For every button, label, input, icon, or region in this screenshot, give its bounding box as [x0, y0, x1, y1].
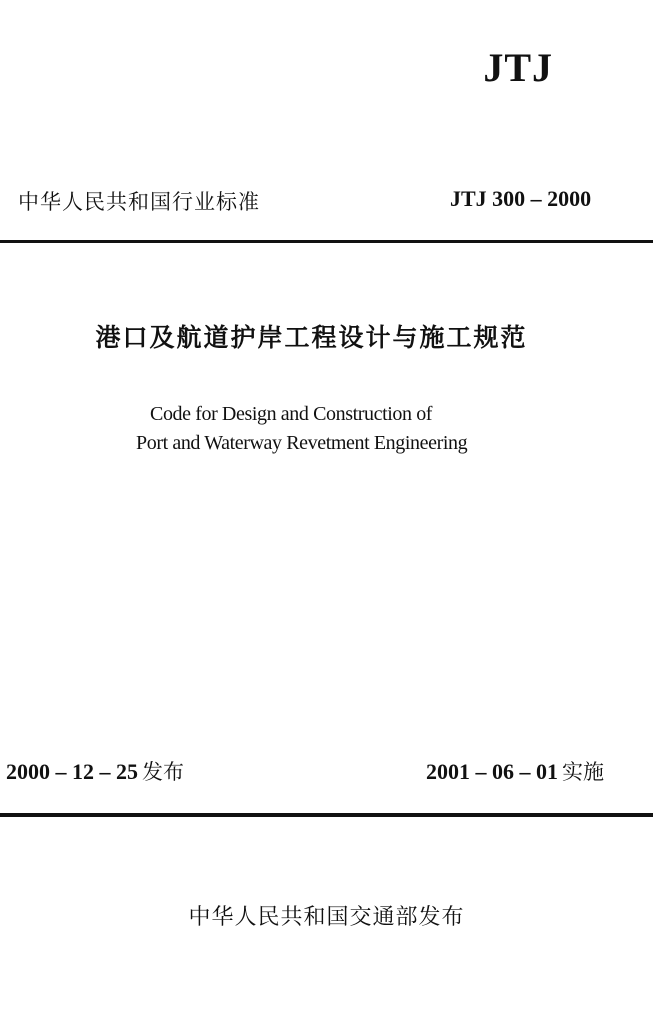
issue-date: 2000 – 12 – 25 [6, 759, 138, 784]
title-chinese: 港口及航道护岸工程设计与施工规范 [95, 323, 528, 352]
top-divider [0, 240, 653, 243]
implementation-date-block [426, 756, 604, 786]
publisher: 中华人民共和国交通部发布 [188, 905, 465, 930]
title-english-line-1: Code for Design and Construction of [150, 403, 433, 425]
implementation-date: 2001 – 06 – 01 [426, 759, 558, 784]
issue-label: 发布 [142, 760, 184, 784]
industry-standard-label: 中华人民共和国行业标准 [18, 190, 260, 214]
title-english-line-2: Port and Waterway Revetment Engineering [136, 432, 468, 454]
issue-date-block [6, 756, 184, 786]
standard-code-number: JTJ 300 – 2000 [450, 186, 592, 211]
implementation-label: 实施 [562, 760, 604, 784]
jtj-logo: JTJ [483, 45, 553, 90]
bottom-divider [0, 813, 653, 817]
